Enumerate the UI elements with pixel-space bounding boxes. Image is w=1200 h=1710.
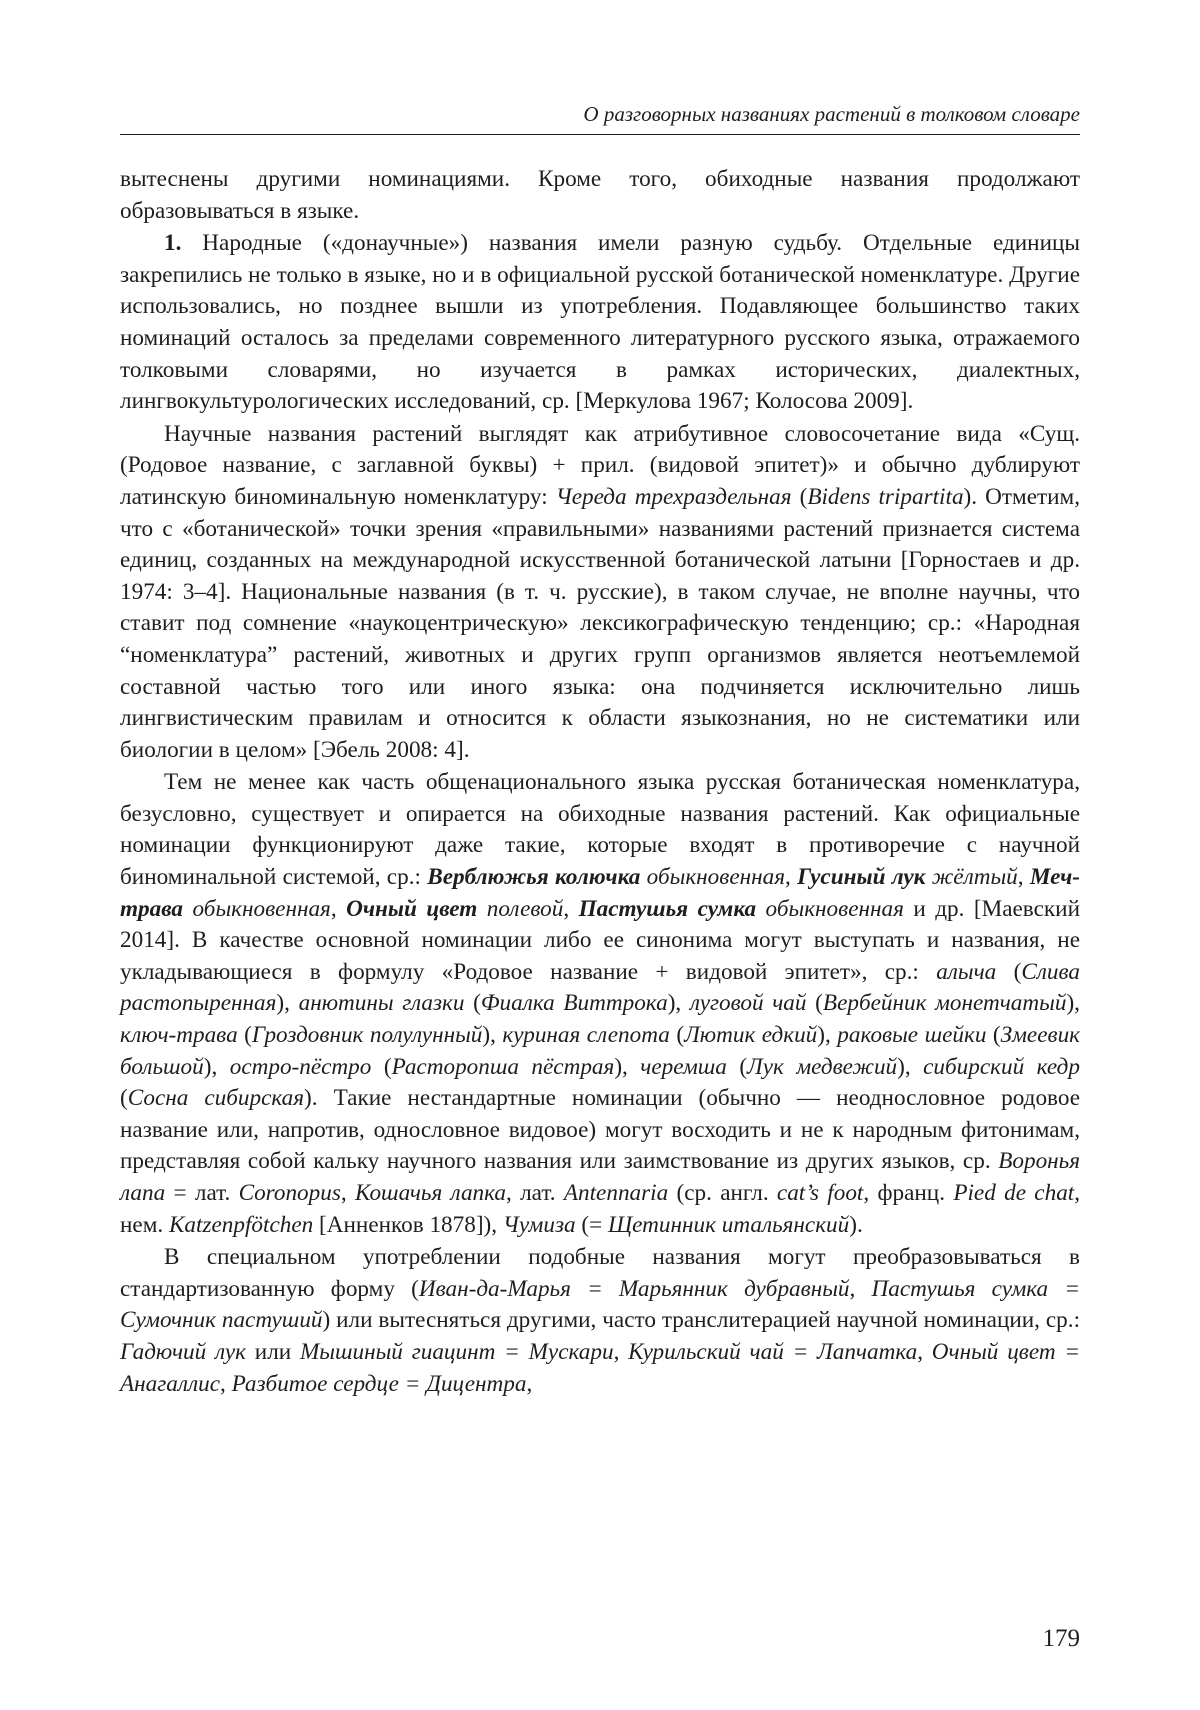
text-run: ). Отметим, что с «ботанической» точки зрения «правильными» названиями растений признается система единиц, созданных на международной искусственной ботанической латыни [Горностаев и др. 1974: 3–4]. Национальные названия (в т. ч. русские), в таком случае, не вполне научны, что ставит под сомнение «наукоцентрическую» лексикографическую тенденцию; ср.: «Народная “номенклатура” растений, животных и других групп организмов является неотъемлемой составной частью того или иного языка: она подчиняется исключительно лишь лингвистическим правилам и относится к области языкознания, но не систематики или биологии в целом» [Эбель 2008: 4]. [120, 483, 1080, 763]
text-run: обыкновенная [640, 864, 786, 891]
page-number: 179 [1042, 1625, 1080, 1652]
text-run: Верблюжья колючка [427, 864, 641, 891]
text-run: сибирский кедр [923, 1053, 1080, 1080]
text-run: и др. [Маевский 2014]. В качестве основной номинации либо ее синонима могут выступать и названия, не укладывающиеся в формулу «Родовое название + видовой эпитет», ср.: [120, 895, 1080, 985]
text-run: Воронья лапа [120, 1148, 1080, 1206]
text-run: , [220, 1370, 232, 1397]
text-run: Гадючий лук [120, 1338, 246, 1365]
text-run: ( [996, 958, 1022, 985]
text-run: анютины глазки [298, 990, 465, 1017]
text-run: [Анненков 1878]), [313, 1211, 503, 1238]
text-run: ). [849, 1211, 863, 1238]
text-run: обыкновенная [756, 895, 904, 922]
text-run: (ср. англ. [668, 1180, 777, 1206]
text-run: ), [482, 1022, 503, 1049]
text-run: , [563, 895, 579, 922]
text-run: Пастушья сумка [578, 895, 757, 922]
text-run: ) или вытесняться другими, часто транслитерацией научной номинации, ср.: [322, 1307, 1081, 1334]
text-run: остро-пёстро [229, 1053, 372, 1080]
text-run: Чумиза [502, 1211, 576, 1238]
text-run: Гусиный лук [797, 864, 926, 891]
running-head: О разговорных названиях растений в толковом словаре [583, 102, 1080, 126]
text-run: Antennaria [563, 1180, 669, 1206]
text-run: , [917, 1338, 932, 1365]
text-run: = лат. [165, 1180, 239, 1206]
text-run: Разбитое сердце = Дицентра [231, 1370, 527, 1397]
text-run: жёлтый [925, 864, 1018, 891]
text-run: алыча [936, 958, 997, 985]
text-run: Курильский чай = Лапчатка [628, 1338, 918, 1365]
text-run: , [1017, 864, 1030, 891]
text-run: Иван-да-Марья = Марьянник дубравный [418, 1275, 850, 1302]
text-run: ( [791, 483, 808, 510]
text-run: черемша [640, 1053, 727, 1080]
text-run: Bidens tripartita [807, 483, 964, 510]
header-rule [120, 134, 1080, 135]
text-run: cat’s foot [776, 1180, 864, 1206]
text-run: полевой [477, 895, 564, 922]
text-run: или [245, 1338, 300, 1365]
text-run: Фиалка Виттрока [480, 990, 668, 1017]
text-run: Coronopus [238, 1180, 341, 1206]
text-run: ), [614, 1053, 641, 1080]
text-run: ), [203, 1053, 230, 1080]
text-run: ( [237, 1022, 252, 1049]
text-run: ), [817, 1022, 838, 1049]
text-run: Гроздовник полулунный [251, 1022, 483, 1049]
text-run: Пастушья сумка = Сумочник пастуший [120, 1275, 1080, 1334]
text-run: куриная слепота [502, 1022, 670, 1049]
text-run: Очный цвет = Анагаллис [120, 1338, 1081, 1397]
text-run: , [526, 1370, 533, 1397]
text-run: Кошачья лапка [354, 1180, 506, 1206]
text-run: ( [120, 1085, 128, 1112]
text-run: ), [1066, 990, 1080, 1017]
paragraph [120, 767, 1080, 1241]
text-run: ( [371, 1053, 392, 1080]
text-run: Расторопша пёстрая [391, 1053, 615, 1080]
text-run: луговой чай [689, 990, 807, 1017]
paragraph [120, 419, 1080, 767]
text-run: ( [726, 1053, 748, 1080]
text-run: ), [667, 990, 690, 1017]
text-run: , [849, 1275, 872, 1302]
paragraph [120, 1242, 1080, 1400]
text-run: , [340, 1180, 355, 1206]
body-text [120, 164, 1080, 1400]
text-run: В специальном употреблении подобные названия могут преобразовываться в стандартизованную форму ( [120, 1244, 1080, 1302]
text-run: Слива растопыренная [120, 958, 1080, 1017]
text-run: ( [669, 1022, 685, 1049]
text-run: Народные («донаучные») названия имели разную судьбу. Отдельные единицы закрепились не только в языке, но и в официальной русской ботанической номенклатуре. Другие использовались, но позднее вышли из употребления. Подавляющее большинство таких номинаций осталось за пределами современного литературного русского языка, отражаемого толковыми словарями, но изучается в рамках исторических, диалектных, лингвокультурологических исследований, ср. [Меркулова 1967; Колосова 2009]. [120, 230, 1080, 415]
text-run: ), [897, 1053, 924, 1080]
text-run: Очный цвет [346, 895, 478, 922]
text-run: Мышиный гиацинт = Мускари [299, 1338, 614, 1365]
text-run: вытеснены другими номинациями. Кроме того, обиходные названия продолжают образовываться в языке. [120, 166, 1080, 224]
text-run: Змеевик большой [120, 1022, 1081, 1080]
paragraph [120, 228, 1080, 418]
text-run: Меч-трава [120, 864, 1081, 922]
text-run: Тем не менее как часть общенационального языка русская ботаническая номенклатура, безусловно, существует и опирается на обиходные названия растений. Как официальные номинации функционируют даже такие, которые входят в противоречие с научной биноминальной системой, ср.: [120, 769, 1080, 891]
text-run: , [613, 1338, 629, 1365]
text-run: Лютик едкий [684, 1022, 818, 1049]
text-run: Щетинник итальянский [608, 1211, 850, 1238]
text-run: Pied de chat [953, 1180, 1075, 1206]
text-run: ключ-трава [120, 1022, 238, 1049]
text-run: Katzenpfötchen [168, 1211, 314, 1238]
paragraph [120, 164, 1080, 227]
text-run: (= [575, 1211, 608, 1238]
text-run: обыкновенная [183, 895, 331, 922]
text-run: 1. [164, 230, 182, 257]
text-run: ), [276, 990, 299, 1017]
text-run: Вербейник монетчатый [822, 990, 1067, 1017]
text-run: , лат. [506, 1180, 564, 1206]
text-run: раковые шейки [837, 1022, 987, 1049]
text-run: , [330, 895, 347, 922]
text-run: ( [464, 990, 481, 1017]
text-run: , нем. [120, 1180, 1081, 1238]
text-run: Научные названия растений выглядят как атрибутивное словосочетание вида «Сущ. (Родовое название, с заглавной буквы) + прил. (видовой эпитет)» и обычно дублируют латинскую биноминальную номенклатуру: [120, 420, 1080, 510]
text-run: , франц. [863, 1180, 954, 1206]
text-run: , [785, 864, 798, 891]
text-run: ( [806, 990, 823, 1017]
text-run: Череда трехраздельная [555, 483, 792, 510]
text-run: Лук медвежий [747, 1053, 898, 1080]
text-run: Сосна сибирская [127, 1085, 305, 1112]
text-run: ). Такие нестандартные номинации (обычно — неоднословное родовое название или, напротив, однословное видовое) могут восходить и не к народным фитонимам, представляя собой кальку научного названия или заимствование из других языков, ср. [120, 1085, 1080, 1175]
text-run: ( [986, 1022, 1001, 1049]
